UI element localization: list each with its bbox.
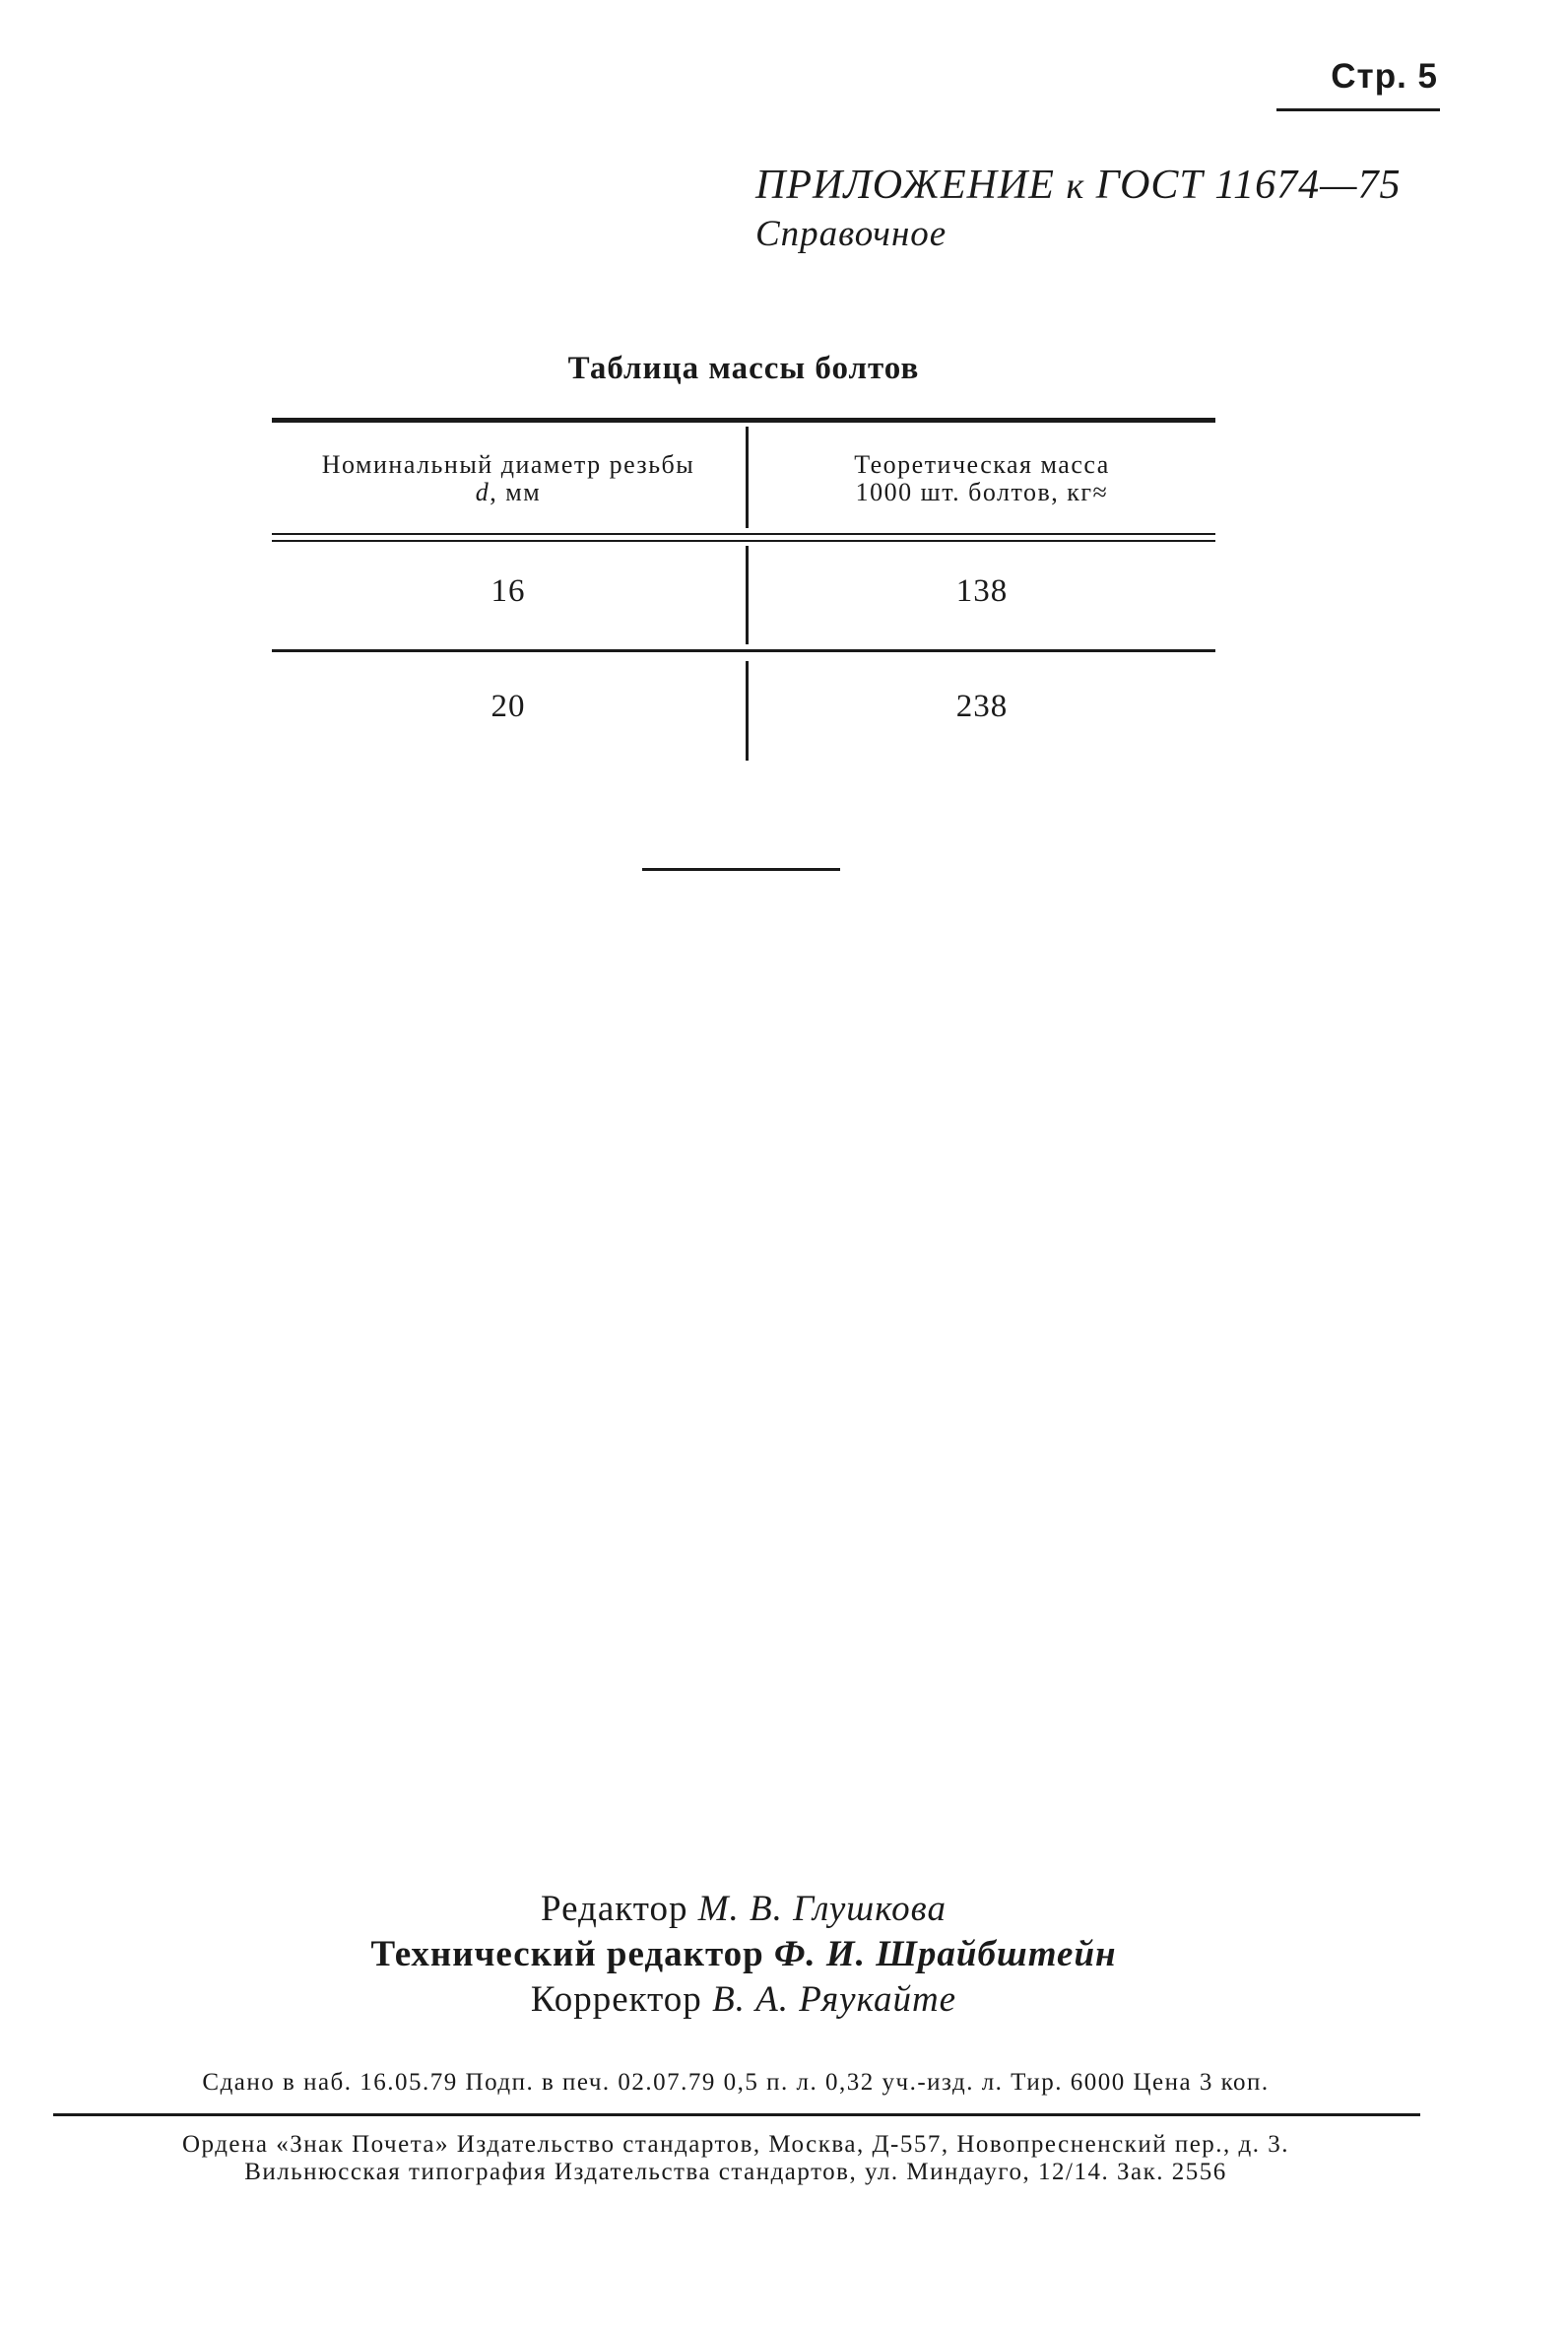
diameter-unit: , мм xyxy=(490,478,542,506)
editor-credit xyxy=(272,1888,1215,1930)
imprint-printer: Вильнюсская типография Издательства стандартов, ул. Миндауго, 12/14. Зак. 2556 xyxy=(244,2159,1227,2185)
page-number-rule xyxy=(1276,108,1440,111)
cell-mass: 238 xyxy=(955,689,1009,724)
tech-editor-role: Технический редактор xyxy=(370,1934,764,1974)
appendix-title-main: ПРИЛОЖЕНИЕ xyxy=(755,163,1055,208)
tech-editor-credit xyxy=(272,1933,1215,1975)
proofreader-role: Корректор xyxy=(530,1979,702,2020)
column-header-mass xyxy=(749,451,1215,506)
table-caption: Таблица массы болтов xyxy=(567,351,920,386)
imprint-rule xyxy=(53,2113,1420,2116)
column-header-mass-line1: Теоретическая масса xyxy=(854,450,1110,479)
imprint-print-data: Сдано в наб. 16.05.79 Подп. в печ. 02.07.79 0,5 п. л. 0,32 уч.-изд. л. Тир. 6000 Цена 3 коп. xyxy=(202,2069,1270,2096)
page-number: Стр. 5 xyxy=(1331,57,1438,96)
table-top-rule xyxy=(272,418,1215,423)
tech-editor-name: Ф. И. Шрайбштейн xyxy=(773,1934,1117,1974)
header-double-rule-lower xyxy=(272,540,1215,542)
section-end-rule xyxy=(642,868,840,871)
editor-role: Редактор xyxy=(541,1889,688,1929)
diameter-symbol: d xyxy=(475,478,490,506)
column-header-diameter xyxy=(272,451,745,506)
appendix-title-connector: к xyxy=(1066,166,1085,207)
column-header-diameter-line2 xyxy=(272,479,745,506)
editor-name: М. В. Глушкова xyxy=(697,1889,947,1929)
appendix-title-standard: ГОСТ 11674—75 xyxy=(1095,163,1402,208)
cell-mass: 138 xyxy=(955,573,1009,609)
appendix-subtitle: Справочное xyxy=(755,214,947,254)
proofreader-name: В. А. Ряукайте xyxy=(712,1979,957,2020)
cell-diameter: 16 xyxy=(490,573,526,609)
column-header-diameter-line1: Номинальный диаметр резьбы xyxy=(321,450,695,479)
header-double-rule-upper xyxy=(272,533,1215,535)
imprint-publisher: Ордена «Знак Почета» Издательство стандартов, Москва, Д-557, Новопресненский пер., д. 3. xyxy=(181,2131,1290,2158)
appendix-title xyxy=(755,162,1402,209)
cell-diameter: 20 xyxy=(490,689,526,724)
row-separator-rule xyxy=(272,649,1215,652)
column-header-mass-line2: 1000 шт. болтов, кг≈ xyxy=(855,478,1109,506)
proofreader-credit xyxy=(272,1978,1215,2021)
